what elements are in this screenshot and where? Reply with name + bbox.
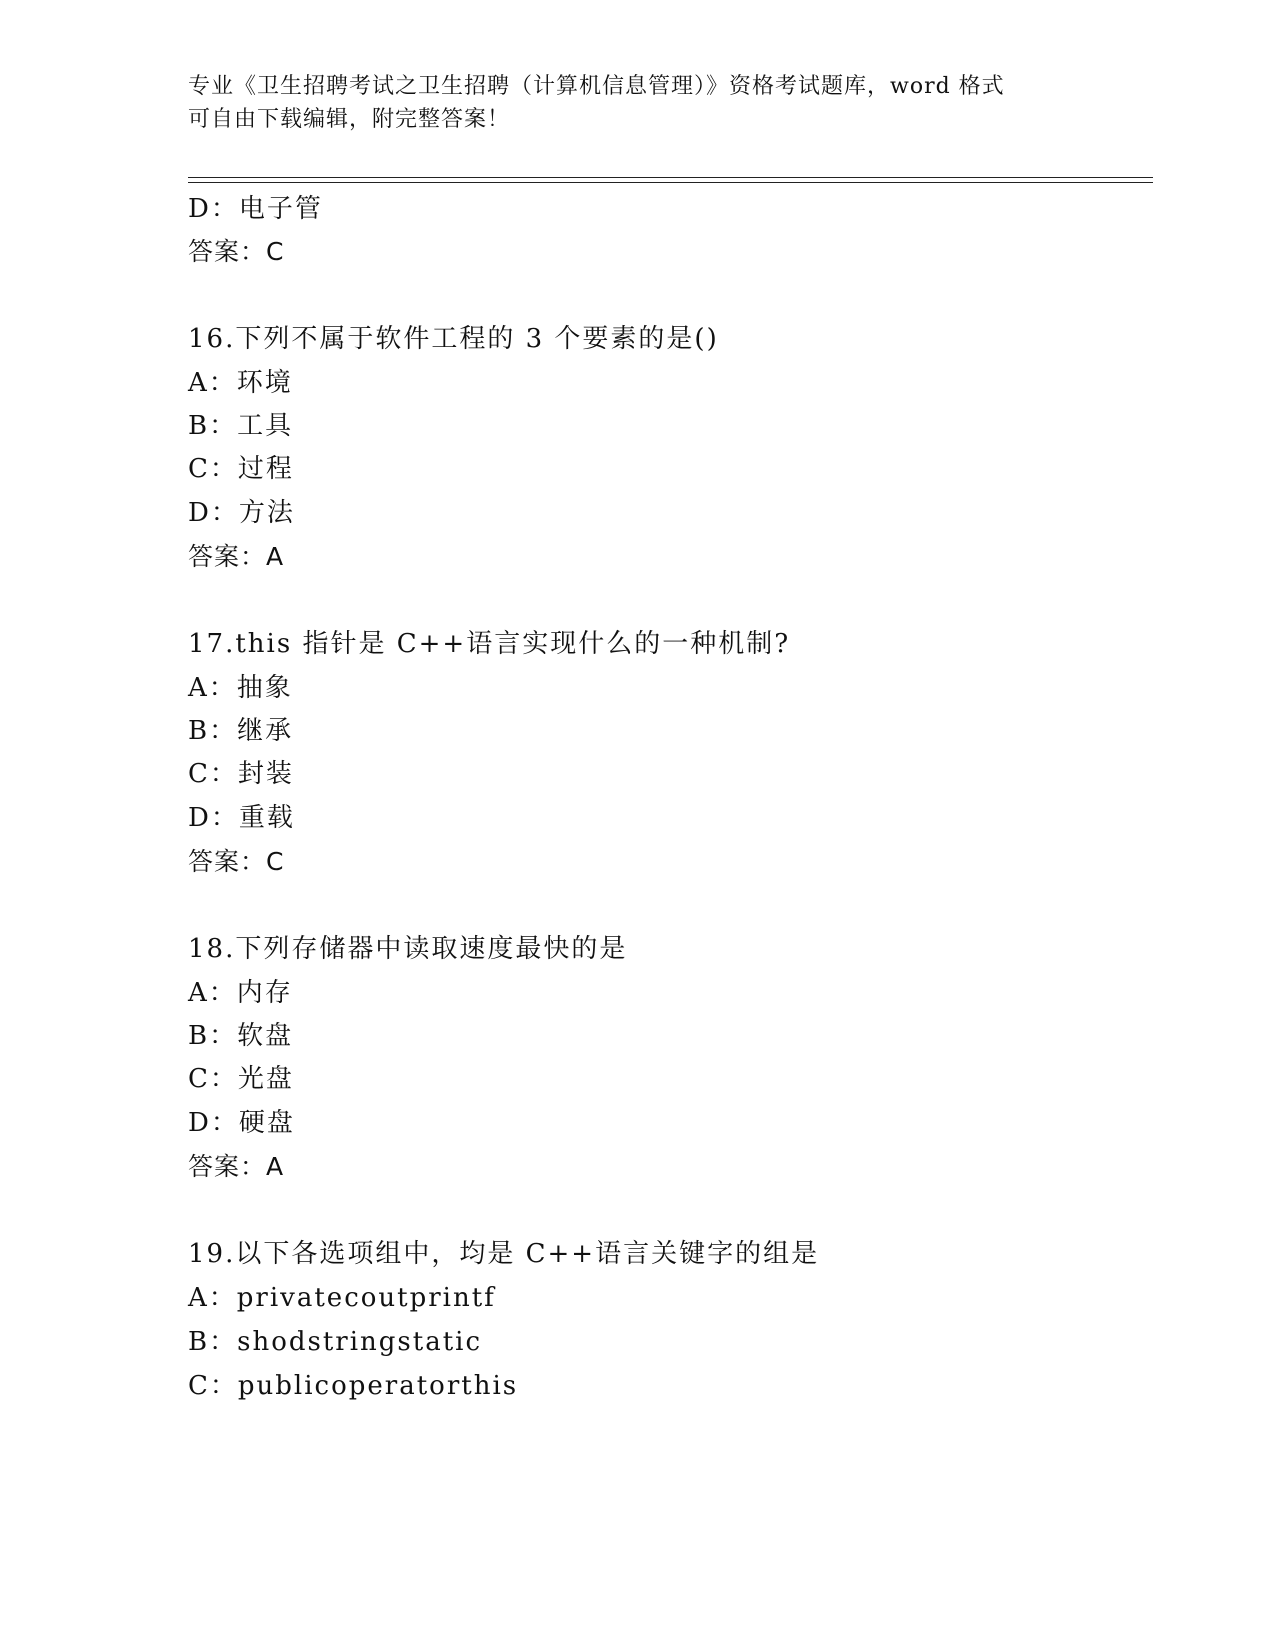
document-header [188,70,1088,136]
question-19-option-b: B：shodstringstatic [188,1327,483,1357]
question-16-stem: 16.下列不属于软件工程的 3 个要素的是() [188,324,719,354]
prev-option-d: D：电子管 [188,194,323,224]
prev-answer: 答案：C [188,237,285,266]
question-17-answer: 答案：C [188,847,285,876]
question-16-option-c: C：过程 [188,454,294,484]
question-17-option-c: C：封装 [188,759,294,789]
header-line-2: 可自由下载编辑，附完整答案！ [188,107,511,132]
question-19-stem: 19.以下各选项组中，均是 C++语言关键字的组是 [188,1239,820,1269]
header-divider-bottom [188,182,1153,183]
question-18-stem: 18.下列存储器中读取速度最快的是 [188,934,628,964]
question-18-option-c: C：光盘 [188,1064,294,1094]
question-16-answer: 答案：A [188,542,285,571]
question-16-option-a: A：环境 [188,368,293,398]
question-18-answer: 答案：A [188,1152,285,1181]
question-17-option-a: A：抽象 [188,673,293,703]
question-16-option-b: B：工具 [188,411,294,441]
question-19-option-a: A：privatecoutprintf [188,1283,496,1313]
question-19-option-c: C：publicoperatorthis [188,1371,519,1401]
question-17-option-d: D：重载 [188,803,295,833]
header-divider-top [188,177,1153,178]
question-17-stem: 17.this 指针是 C++语言实现什么的一种机制? [188,629,791,659]
question-18-option-d: D：硬盘 [188,1108,295,1138]
question-16-option-d: D：方法 [188,498,295,528]
question-17-option-b: B：继承 [188,716,294,746]
question-18-option-b: B：软盘 [188,1021,294,1051]
header-line-1: 专业《卫生招聘考试之卫生招聘（计算机信息管理）》资格考试题库，word 格式 [188,74,1005,99]
question-18-option-a: A：内存 [188,978,293,1008]
